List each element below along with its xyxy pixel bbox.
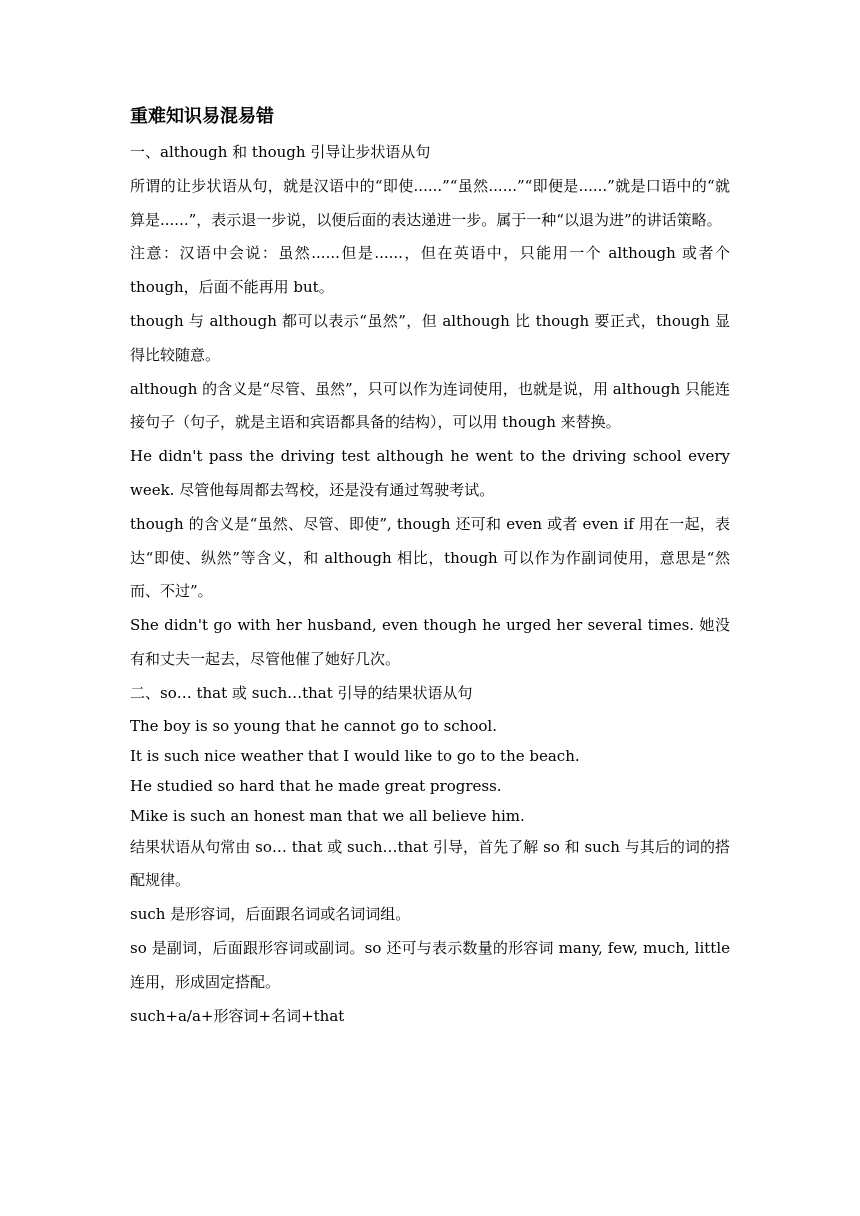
example-sentence: Mike is such an honest man that we all believe him. (130, 806, 525, 825)
paragraph-note: 注意：汉语中会说：虽然......但是......，但在英语中，只能用一个 although 或者个 though，后面不能再用 but。 (130, 244, 730, 297)
paragraph-formality: though 与 although 都可以表示“虽然”，但 although 比 though 要正式，though 显得比较随意。 (130, 311, 730, 364)
example-sentence: He studied so hard that he made great progress. (130, 776, 502, 795)
section-heading-although: 一、although 和 though 引导让步状语从句 (130, 143, 431, 161)
paragraph-although-meaning: although 的含义是“尽管、虽然”，只可以作为连词使用，也就是说，用 although 只能连接句子（句子，就是主语和宾语都具备的结构），可以用 though 来替换。 (130, 379, 730, 432)
document-page (130, 100, 730, 1033)
paragraph-although-example: He didn't pass the driving test although he went to the driving school every week. 尽管他每周都去驾校，还是没有通过驾驶考试。 (130, 447, 730, 499)
paragraph-so-rule: so 是副词，后面跟形容词或副词。so 还可与表示数量的形容词 many, few, much, little 连用，形成固定搭配。 (130, 938, 730, 991)
paragraph-though-example: She didn't go with her husband, even though he urged her several times. 她没有和丈夫一起去，尽管他催了她好几次。 (130, 616, 730, 668)
document-title: 重难知识易混易错 (130, 106, 274, 127)
paragraph-such-pattern: such+a/a+形容词+名词+that (130, 1006, 345, 1025)
section-heading-so-such: 二、so… that 或 such…that 引导的结果状语从句 (130, 683, 473, 702)
paragraph-result-clause: 结果状语从句常由 so… that 或 such…that 引导，首先了解 so 和 such 与其后的词的搭配规律。 (130, 837, 730, 890)
example-sentence: The boy is so young that he cannot go to school. (130, 716, 497, 735)
paragraph-definition: 所谓的让步状语从句，就是汉语中的“即使......”“虽然......”“即便是......”就是口语中的“就算是......”，表示退一步说，以便后面的表达递进一步。属于一种“以退为进”的讲话策略。 (130, 176, 730, 229)
paragraph-though-meaning: though 的含义是“虽然、尽管、即使”, though 还可和 even 或者 even if 用在一起，表达“即使、纵然”等含义，和 although 相比，though 可以作为作副词使用，意思是“然而、不过”。 (130, 514, 730, 601)
paragraph-such-rule: such 是形容词，后面跟名词或名词词组。 (130, 905, 411, 924)
example-sentence: It is such nice weather that I would like to go to the beach. (130, 746, 580, 765)
